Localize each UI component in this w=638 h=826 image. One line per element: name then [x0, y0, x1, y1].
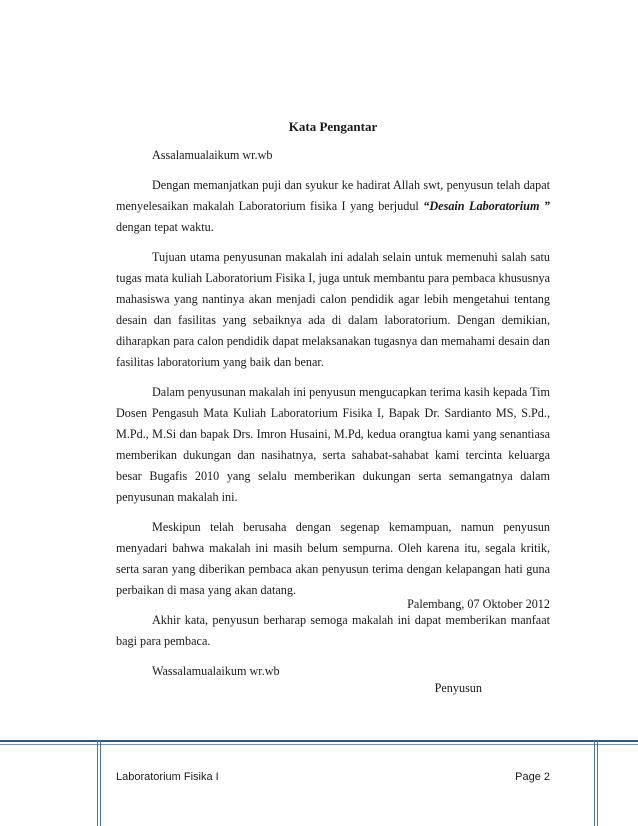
paragraph-5: Akhir kata, penyusun berharap semoga makalah ini dapat memberikan manfaat bagi para pembaca. [116, 613, 550, 648]
paragraph-1-text-a: Dengan memanjatkan puji dan syukur ke hadirat Allah swt, penyusun telah dapat menyelesaikan makalah Laboratorium fisika I yang berjudul [116, 178, 550, 213]
greeting: Assalamualaikum wr.wb [152, 148, 273, 162]
footer-border-right-thin [597, 740, 598, 826]
place-date-block [116, 594, 550, 615]
place-date: Palembang, 07 Oktober 2012 [407, 597, 550, 611]
author-block [116, 678, 482, 699]
footer-border-top [0, 740, 638, 742]
footer-border-right [594, 740, 595, 826]
closing-greeting: Wassalamualaikum wr.wb [152, 664, 280, 678]
author-signature: Penyusun [434, 681, 482, 695]
paragraph-3: Dalam penyusunan makalah ini penyusun mengucapkan terima kasih kepada Tim Dosen Pengasuh Mata Kuliah Laboratorium Fisika I, Bapak Dr. Sardianto MS, S.Pd., M.Pd., M.Si dan bapak Drs. Imron Husaini, M.Pd, kedua orangtua kami yang senantiasa memberikan dukungan dan nasihatnya, serta sahabat-sahabat kami tercinta keluarga besar Bugafis 2010 yang selalu memberikan dukungan serta semangatnya dalam penyusunan makalah ini. [116, 385, 550, 504]
footer-border-top-thin [0, 744, 638, 745]
paragraph-4: Meskipun telah berusaha dengan segenap kemampuan, namun penyusun menyadari bahwa makalah ini masih belum sempurna. Oleh karena itu, segala kritik, serta saran yang diberikan pembaca akan penyusun terima dengan kelapangan hati guna perbaikan di masa yang akan datang. [116, 520, 550, 597]
footer-border-left-thin [100, 740, 101, 826]
footer-page-number: Page 2 [515, 771, 550, 783]
paragraph-1 [116, 175, 550, 238]
paragraph-1-text-b: dengan tepat waktu. [116, 220, 214, 234]
paragraph-2: Tujuan utama penyusunan makalah ini adalah selain untuk memenuhi salah satu tugas mata kuliah Laboratorium Fisika I, juga untuk membantu para pembaca khususnya mahasiswa yang nantinya akan menjadi calon pendidik agar lebih mengetahui tentang desain dan fasilitas yang sebaiknya ada di dalam laboratorium. Dengan demikian, diharapkan para calon pendidik dapat melaksanakan tugasnya dan memahami desain dan fasilitas laboratorium yang baik dan benar. [116, 250, 550, 369]
paragraph-1-title-emphasis: “Desain Laboratorium ” [423, 199, 550, 213]
footer-border-left [97, 740, 98, 826]
page-title: Kata Pengantar [288, 119, 378, 134]
page-footer [0, 740, 638, 826]
footer-document-name: Laboratorium Fisika I [116, 771, 219, 783]
